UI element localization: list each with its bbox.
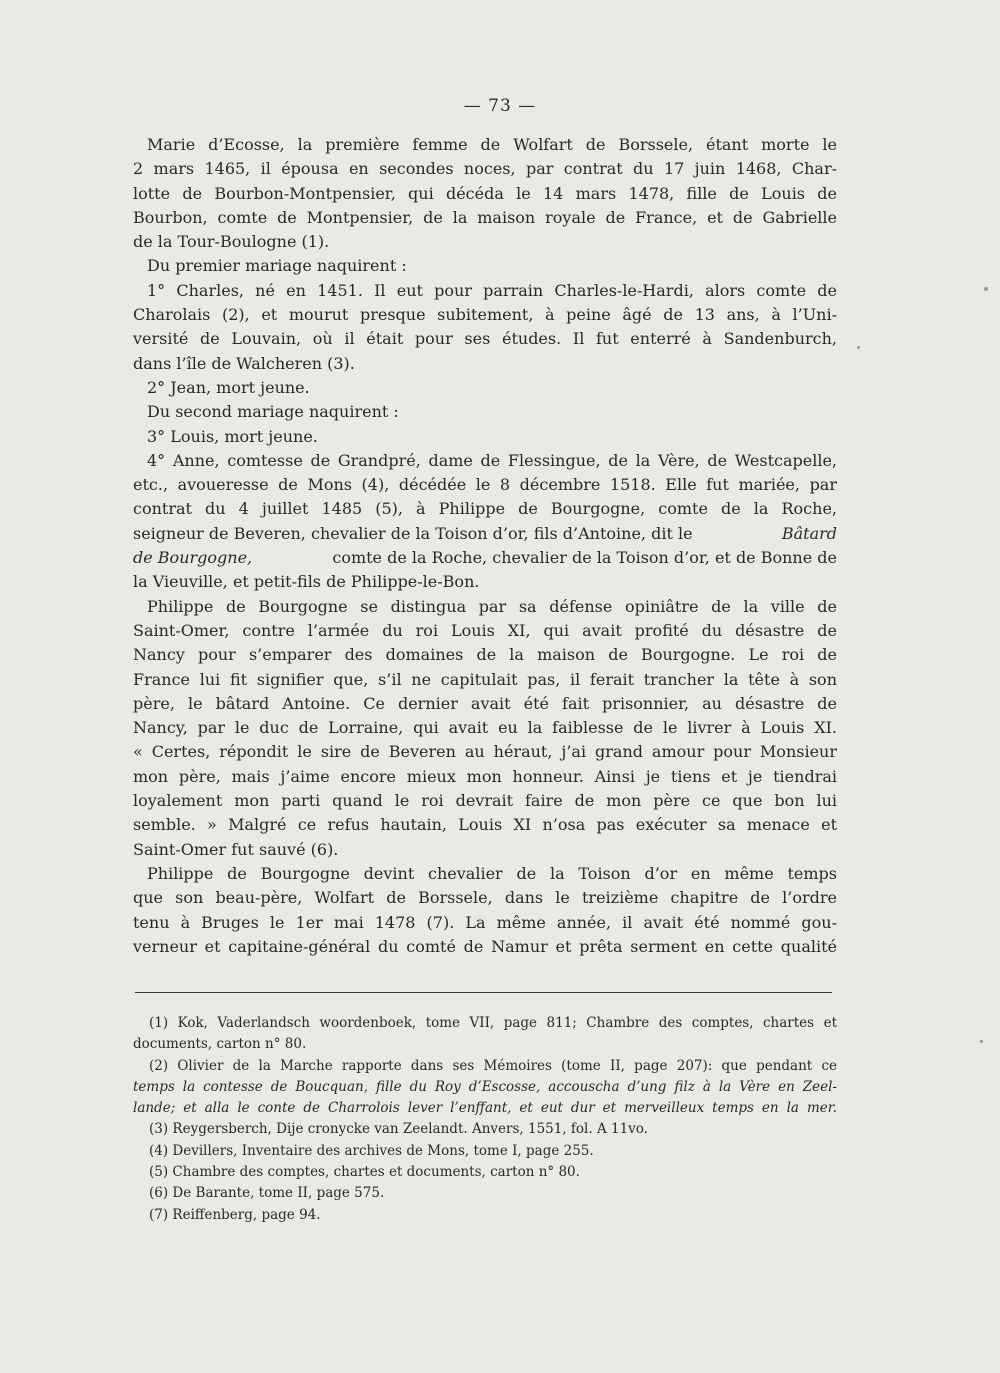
body-line: Nancy pour s’emparer des domaines de la maison de Bourgogne. Le roi de	[133, 645, 837, 665]
body-line: mon père, mais j’aime encore mieux mon honneur. Ainsi je tiens et je tiendrai	[133, 766, 837, 786]
body-line: Du second mariage naquirent :	[147, 402, 399, 422]
body-line: France lui fit signifier que, s’il ne capitulait pas, il ferait trancher la tête à son	[133, 669, 837, 689]
page-speck	[857, 346, 860, 349]
footnote-line: lande; et alla le conte de Charrolois lever l’enffant, et eut dur et merveilleux temps en la mer.	[133, 1100, 837, 1117]
body-line: que son beau-père, Wolfart de Borssele, dans le treizième chapitre de l’ordre	[133, 888, 837, 908]
body-line: tenu à Bruges le 1er mai 1478 (7). La même année, il avait été nommé gou-	[133, 912, 837, 932]
page-speck	[984, 287, 988, 291]
body-line: semble. » Malgré ce refus hautain, Louis XI n’osa pas exécuter sa menace et	[133, 815, 837, 835]
body-line: loyalement mon parti quand le roi devrait faire de mon père ce que bon lui	[133, 791, 837, 811]
page-speck	[980, 1040, 983, 1043]
footnote-line: (4) Devillers, Inventaire des archives de Mons, tome I, page 255.	[149, 1142, 594, 1159]
body-line: 4° Anne, comtesse de Grandpré, dame de Flessingue, de la Vère, de Westcapelle,	[147, 450, 837, 470]
footnote-line: (7) Reiffenberg, page 94.	[149, 1206, 321, 1223]
body-line: 3° Louis, mort jeune.	[147, 426, 318, 446]
body-line: etc., avoueresse de Mons (4), décédée le 8 décembre 1518. Elle fut mariée, par	[133, 475, 837, 495]
body-line	[133, 546, 837, 570]
footnote-line: (5) Chambre des comptes, chartes et documents, carton n° 80.	[149, 1164, 580, 1181]
body-line: contrat du 4 juillet 1485 (5), à Philippe de Bourgogne, comte de la Roche,	[133, 499, 837, 519]
body-text	[133, 133, 837, 959]
body-line-rest: comte de la Roche, chevalier de la Toison d’or, et de Bonne de	[327, 548, 837, 568]
body-line: verneur et capitaine-général du comté de Namur et prêta serment en cette qualité	[133, 936, 837, 956]
body-line: 2° Jean, mort jeune.	[147, 377, 310, 397]
body-line: Philippe de Bourgogne se distingua par sa défense opiniâtre de la ville de	[147, 596, 837, 616]
footnote-line: temps la contesse de Boucquan, fille du Roy d’Escosse, accouscha d’ung filz à la Vère en Zeel-	[133, 1078, 837, 1095]
body-line: Saint-Omer, contre l’armée du roi Louis XI, qui avait profité du désastre de	[133, 620, 837, 640]
body-line-italic: de Bourgogne,	[133, 548, 253, 568]
page-number: — 73 —	[463, 96, 537, 116]
body-line: père, le bâtard Antoine. Ce dernier avait été fait prisonnier, au désastre de	[133, 693, 837, 713]
body-line: versité de Louvain, où il était pour ses études. Il fut enterré à Sandenburch,	[133, 329, 837, 349]
body-line-text: seigneur de Beveren, chevalier de la Toison d’or, fils d’Antoine, dit le	[133, 523, 698, 543]
body-line: lotte de Bourbon-Montpensier, qui décéda le 14 mars 1478, fille de Louis de	[133, 183, 837, 203]
body-line: « Certes, répondit le sire de Beveren au héraut, j’ai grand amour pour Monsieur	[133, 742, 837, 762]
footnote-line: (1) Kok, Vaderlandsch woordenboek, tome VII, page 811; Chambre des comptes, chartes et	[149, 1015, 837, 1031]
body-line: 2 mars 1465, il épousa en secondes noces, par contrat du 17 juin 1468, Char-	[133, 159, 837, 179]
footnote-line: (3) Reygersberch, Dije cronycke van Zeelandt. Anvers, 1551, fol. A 11vo.	[149, 1121, 648, 1138]
body-line: Philippe de Bourgogne devint chevalier de la Toison d’or en même temps	[147, 863, 837, 883]
body-line: la Vieuville, et petit-fils de Philippe-le-Bon.	[133, 572, 480, 592]
footnotes	[133, 1013, 837, 1226]
body-line: de la Tour-Boulogne (1).	[133, 232, 330, 252]
footnote-divider	[135, 992, 832, 993]
body-line: Marie d’Ecosse, la première femme de Wolfart de Borssele, étant morte le	[147, 135, 837, 154]
body-line	[133, 522, 837, 546]
body-line: Nancy, par le duc de Lorraine, qui avait eu la faiblesse de le livrer à Louis XI.	[133, 718, 837, 738]
body-line: Charolais (2), et mourut presque subitement, à peine âgé de 13 ans, à l’Uni-	[133, 305, 837, 325]
body-line: 1° Charles, né en 1451. Il eut pour parrain Charles-le-Hardi, alors comte de	[147, 280, 837, 300]
footnote-line: (6) De Barante, tome II, page 575.	[149, 1185, 385, 1202]
body-line-italic: Bâtard	[781, 523, 837, 543]
footnote-line: (2) Olivier de la Marche rapporte dans ses Mémoires (tome II, page 207): que pendant ce	[149, 1057, 837, 1074]
body-line: Saint-Omer fut sauvé (6).	[133, 839, 339, 859]
body-line: dans l’île de Walcheren (3).	[133, 353, 355, 373]
body-line: Du premier mariage naquirent :	[147, 256, 407, 276]
body-line: Bourbon, comte de Montpensier, de la maison royale de France, et de Gabrielle	[133, 207, 837, 227]
footnote-line: documents, carton n° 80.	[133, 1036, 307, 1053]
